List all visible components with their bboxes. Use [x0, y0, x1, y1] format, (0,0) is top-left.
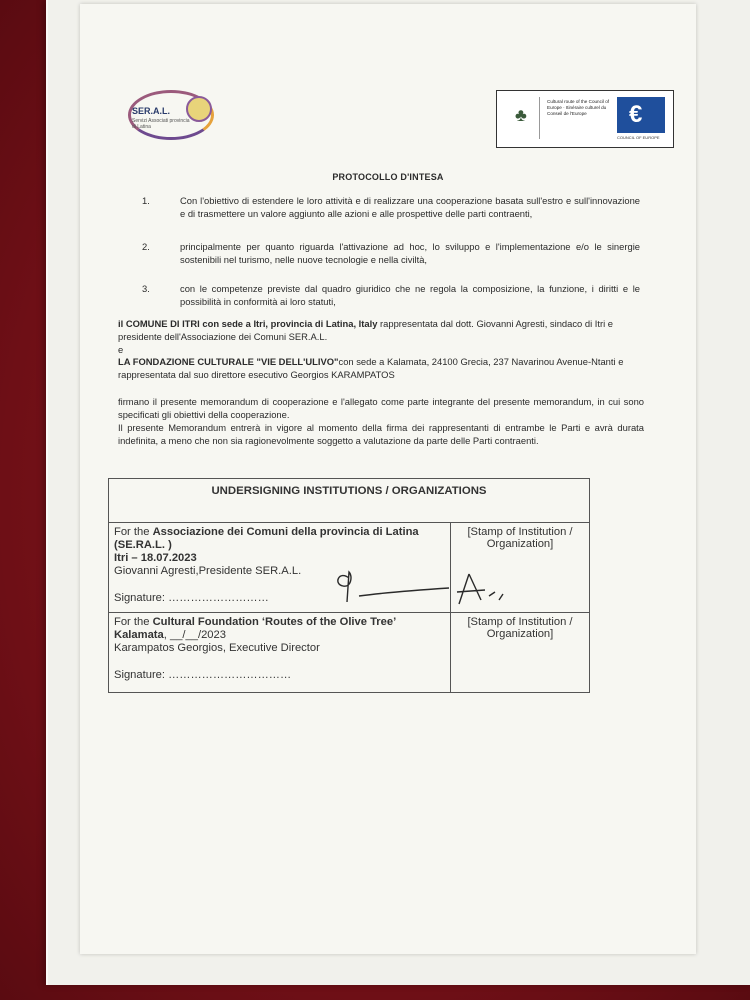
- coe-caption: COUNCIL OF EUROPE: [617, 135, 660, 140]
- seral-logo: [122, 86, 214, 138]
- handwritten-signature-icon: [329, 566, 519, 610]
- seral-logo-subtitle: Servizi Associati provincia di Latina: [132, 118, 190, 130]
- signatory-2-signature-line: Signature: ……………………………: [114, 669, 292, 681]
- party-2-paragraph: [118, 356, 648, 381]
- table-row: [109, 613, 590, 693]
- party-1-details: rappresentata dal dott. Giovanni Agresti, sindaco di Itri e presidente dell'Associazione dei Comuni SER.A.L.: [118, 318, 613, 342]
- closing-paragraph-1: firmano il presente memorandum di cooperazione e l'allegato come parte integrante del presente memorandum, in cui sono specificati gli obiettivi della cooperazione.: [118, 396, 644, 420]
- signature-table-header: UNDERSIGNING INSTITUTIONS / ORGANIZATIONS: [109, 479, 590, 523]
- signatory-2-person: Karampatos Georgios, Executive Director: [114, 642, 320, 654]
- party-2-details: con sede a Kalamata, 24100 Grecia, 237 Navarinou Avenue-Ntanti e rappresentata dal suo direttore esecutivo Georgios KARAMPATOS: [118, 356, 624, 380]
- signatory-2-cell: [109, 613, 451, 693]
- list-item-number: 3.: [142, 283, 150, 294]
- signatory-2-org: For the Cultural Foundation ‘Routes of the Olive Tree’: [114, 616, 397, 628]
- table-row: [109, 523, 590, 613]
- party-1-name: il COMUNE DI ITRI con sede a Itri, provincia di Latina, Italy: [118, 318, 378, 329]
- list-item-text: principalmente per quanto riguarda l'attivazione ad hoc, lo sviluppo e l'implementazione e/o le sinergie sostenibili nel turismo, nelle nuove tecnologie e nella civiltà,: [180, 241, 640, 265]
- party-2-name: LA FONDAZIONE CULTURALE "VIE DELL'ULIVO": [118, 356, 339, 367]
- signature-label: Signature: ………………………: [114, 592, 269, 604]
- olive-tree-icon: ♣: [515, 105, 527, 125]
- document-page: [80, 4, 696, 954]
- stamp-placeholder-2: [Stamp of Institution / Organization]: [451, 613, 590, 693]
- signatory-1-signature-line: [114, 592, 445, 605]
- closing-paragraph-2: Il presente Memorandum entrerà in vigore al momento della firma dei rappresentanti di entrambe le Parti e avrà durata indefinita, a meno che non sia ragionevolmente soggetto a valutazione da parte delle Parti contraenti.: [118, 422, 644, 446]
- seral-logo-name: SER.A.L.: [132, 106, 171, 116]
- olive-tree-route-emblem: [505, 97, 540, 139]
- council-of-europe-logo: [496, 90, 674, 148]
- council-of-europe-flag-icon: €: [617, 97, 665, 133]
- list-item-number: 1.: [142, 195, 150, 206]
- signatory-2-place-date: Kalamata, __/__/2023: [114, 629, 226, 641]
- conjunction: e: [118, 344, 124, 355]
- stamp-placeholder-1: [Stamp of Institution / Organization]: [451, 523, 590, 613]
- signatory-1-cell: [109, 523, 451, 613]
- signatory-1-org: For the Associazione dei Comuni della provincia di Latina (SE.RA.L. ): [114, 526, 419, 551]
- party-1-paragraph: [118, 318, 648, 343]
- signatory-1-place-date: Itri – 18.07.2023: [114, 552, 197, 564]
- list-item-text: Con l'obiettivo di estendere le loro attività e di realizzare una cooperazione basata sull'estro e sull'innovazione e di trasmettere un valore aggiunto alle azioni e alle prospettive delle parti contraenti,: [180, 195, 640, 219]
- list-item-number: 2.: [142, 241, 150, 252]
- signatory-1-person: Giovanni Agresti,Presidente SER.A.L.: [114, 565, 302, 577]
- list-item-text: con le competenze previste dal quadro giuridico che ne regola la composizione, la funzione, i diritti e le possibilità in conformità ai loro statuti,: [180, 283, 640, 307]
- document-title: PROTOCOLLO D'INTESA: [332, 172, 444, 182]
- signature-table: [108, 478, 590, 693]
- coe-route-text: Cultural route of the Council of Europe · Itinéraire culturel du Conseil de l'Europe: [547, 99, 610, 116]
